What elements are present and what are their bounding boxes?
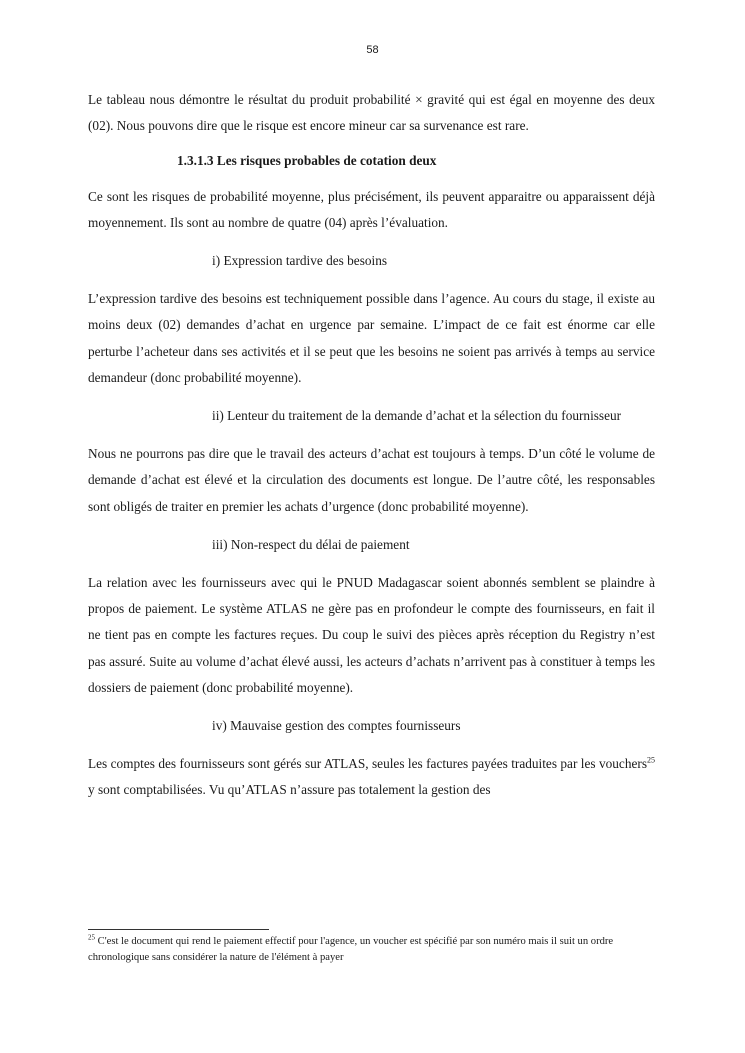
page-number: 58 (366, 44, 379, 56)
item-title-lenteur-traitement: ii) Lenteur du traitement de la demande d’achat et la sélection du fournisseur (212, 408, 622, 424)
paragraph-intro: Le tableau nous démontre le résultat du produit probabilité × gravité qui est égal en moyenne des deux (02). Nous pouvons dire que le risque est encore mineur car sa survenance est rare. (88, 92, 655, 134)
item-title-delai-paiement: iii) Non-respect du délai de paiement (212, 536, 410, 552)
paragraph-definition: Ce sont les risques de probabilité moyenne, plus précisément, ils peuvent apparaitre ou apparaissent déjà moyennement. Ils sont au nombre de quatre (04) après l’évaluation. (88, 188, 655, 230)
paragraph-delai-paiement: La relation avec les fournisseurs avec qui le PNUD Madagascar soient abonnés semblent se plaindre à propos de paiement. Le système ATLAS ne gère pas en profondeur le compte des fournisseurs, en fait il ne tient pas en compte les factures reçues. Du coup le suivi des pièces après réception du Registry n’est pas assuré. Suite au volume d’achat élevé aussi, les acteurs d’achats n’arrivent pas à constituer à temps les dossiers de paiement (donc probabilité moyenne). (88, 575, 655, 695)
item-title-expression-tardive: i) Expression tardive des besoins (212, 253, 388, 269)
footnote-text: C'est le document qui rend le paiement effectif pour l'agence, un voucher est spécifié par son numéro mais il suit un ordre chronologique sans considérer la nature de l'élément à payer (88, 936, 614, 963)
paragraph-expression-tardive: L’expression tardive des besoins est techniquement possible dans l’agence. Au cours du stage, il existe au moins deux (02) demandes d’achat en urgence par semaine. L’impact de ce fait est énorme car elle perturbe l’acheteur dans ses activités et il se peut que les besoins ne soient pas arrivés à temps au service demandeur (donc probabilité moyenne). (88, 291, 655, 385)
page-body (88, 87, 655, 804)
paragraph-gestion-comptes-end: y sont comptabilisées. Vu qu’ATLAS n’assure pas totalement la gestion des (88, 782, 491, 798)
paragraph-lenteur-traitement: Nous ne pourrons pas dire que le travail des acteurs d’achat est toujours à temps. D’un côté le volume de demande d’achat est élevé et la circulation des documents est longue. De l’autre côté, les responsables sont obligés de traiter en premier les achats d’urgence (donc probabilité moyenne). (88, 446, 655, 514)
section-heading: 1.3.1.3 Les risques probables de cotation deux (177, 153, 437, 169)
paragraph-gestion-comptes-start: Les comptes des fournisseurs sont gérés sur ATLAS, seules les factures payées traduites par les vouchers (88, 756, 647, 772)
footnote-separator (88, 929, 269, 930)
paragraph-gestion-comptes (88, 751, 655, 803)
footnote-mark: 25 (88, 933, 95, 942)
item-title-gestion-comptes: iv) Mauvaise gestion des comptes fournisseurs (212, 718, 461, 734)
footnote (88, 934, 655, 966)
footnote-reference: 25 (647, 755, 655, 765)
